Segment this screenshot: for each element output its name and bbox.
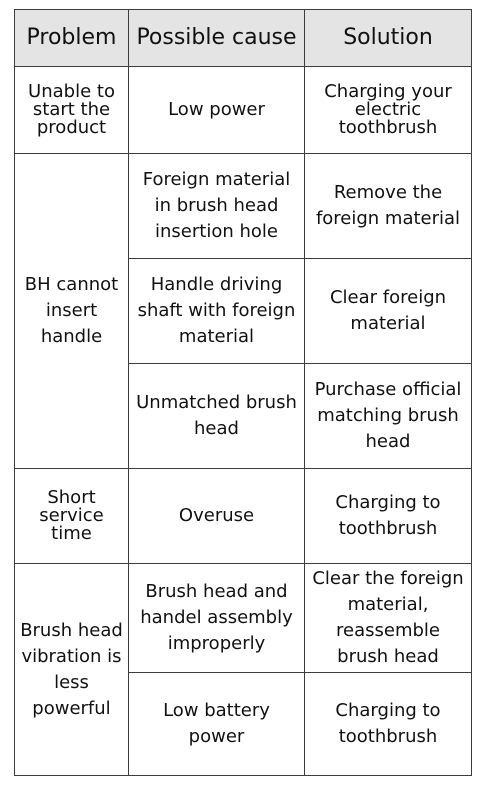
solution-cell: Charging your electric toothbrush	[305, 67, 472, 154]
table-row	[15, 67, 472, 154]
problem-cell: Unable to start the product	[15, 67, 129, 154]
header-row	[15, 10, 472, 67]
problem-cell: BH cannot insert handle	[15, 154, 129, 469]
table-row	[15, 564, 472, 673]
solution-cell: Charging to toothbrush	[305, 673, 472, 776]
cause-cell: Handle driving shaft with foreign material	[129, 259, 305, 364]
solution-cell: Purchase official matching brush head	[305, 364, 472, 469]
cause-cell: Unmatched brush head	[129, 364, 305, 469]
solution-cell: Charging to toothbrush	[305, 469, 472, 564]
header-possible-cause: Possible cause	[129, 10, 305, 67]
cause-cell: Brush head and handel assembly improperly	[129, 564, 305, 673]
solution-cell: Clear foreign material	[305, 259, 472, 364]
problem-cell: Short service time	[15, 469, 129, 564]
troubleshooting-table	[14, 9, 472, 776]
table-row	[15, 154, 472, 259]
cause-cell: Low power	[129, 67, 305, 154]
solution-cell: Clear the foreign material, reassemble brush head	[305, 564, 472, 673]
table-row	[15, 469, 472, 564]
header-problem: Problem	[15, 10, 129, 67]
cause-cell: Overuse	[129, 469, 305, 564]
cause-cell: Foreign material in brush head insertion hole	[129, 154, 305, 259]
solution-cell: Remove the foreign material	[305, 154, 472, 259]
cause-cell: Low battery power	[129, 673, 305, 776]
problem-cell: Brush head vibration is less powerful	[15, 564, 129, 776]
header-solution: Solution	[305, 10, 472, 67]
